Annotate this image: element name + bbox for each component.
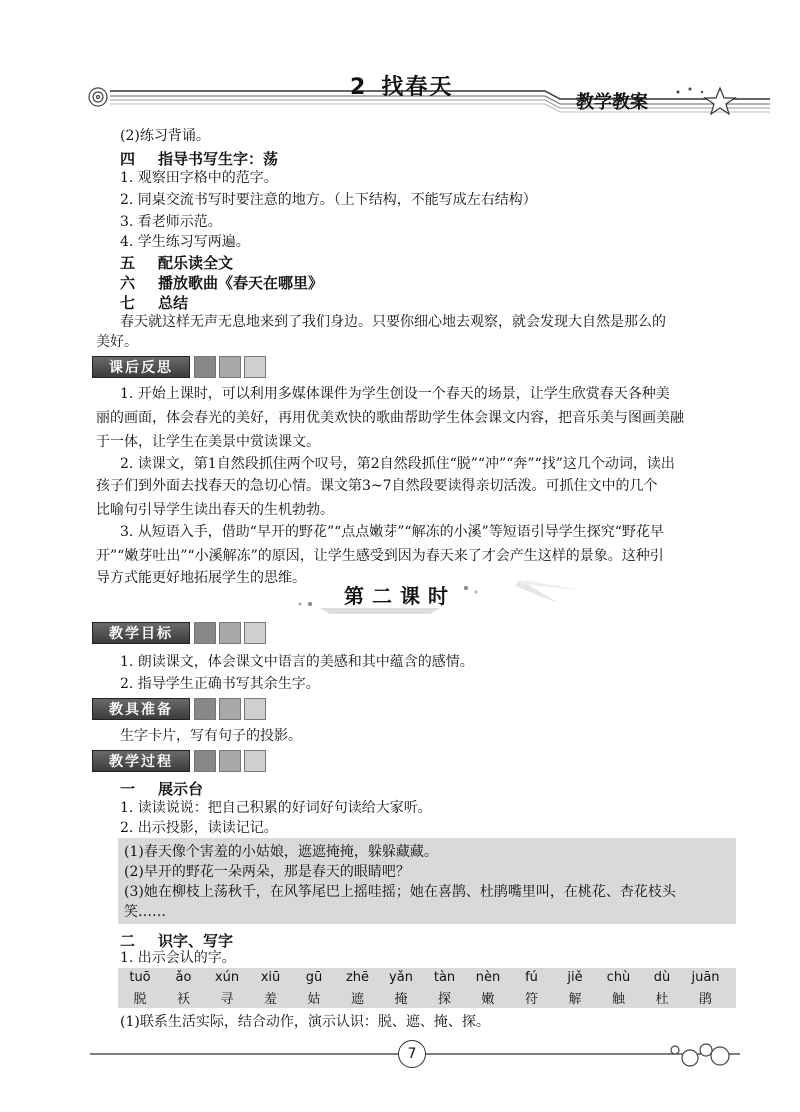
section-6-number: 六: [120, 274, 136, 292]
step1-heading: [120, 778, 203, 799]
step1-item-2: 2. 出示投影，读读记记。: [120, 820, 278, 836]
pinyin-cell: ǎo: [175, 970, 192, 985]
step2-number: 二: [120, 932, 136, 950]
pinyin-cell: zhē: [345, 970, 370, 985]
quote-1: (1)春天像个害羞的小姑娘，遮遮掩掩，躲躲藏藏。: [124, 844, 438, 860]
char-cell: 杜: [655, 992, 669, 1007]
reflection-line: 开”“嫩芽吐出”“小溪解冻”的原因，让学生感受到因为春天来了才会产生这样的景象。这种引: [96, 548, 664, 564]
reflection-line: 导方式能更好地拓展学生的思维。: [96, 570, 306, 586]
reflection-line: 3. 从短语入手，借助“早开的野花”“点点嫩芽”“解冻的小溪”等短语引导学生探究“野花早: [120, 524, 664, 540]
section-7-title: 总结: [158, 294, 189, 312]
prep-text: 生字卡片，写有句子的投影。: [120, 728, 302, 744]
quote-4: 笑……: [124, 904, 166, 920]
page-number: 7: [398, 1040, 426, 1068]
star-icon: [677, 88, 736, 115]
section-6-title: 播放歌曲《春天在哪里》: [158, 274, 324, 292]
section-5-number: 五: [120, 254, 136, 272]
banner-square: [219, 698, 241, 720]
char-cell: 寻: [220, 992, 234, 1007]
banner-square: [244, 622, 266, 644]
section-4-heading: [120, 148, 278, 169]
section-7-heading: [120, 292, 188, 313]
char-cell: 姑: [307, 992, 321, 1007]
banner-square: [219, 622, 241, 644]
reflection-line: 1. 开始上课时，可以利用多媒体课件为学生创设一个春天的场景，让学生欣赏春天各种美: [120, 386, 670, 402]
section-4-number: 四: [120, 150, 136, 168]
goal-2: 2. 指导学生正确书写其余生字。: [120, 676, 320, 692]
banner-square: [244, 356, 266, 378]
quote-3: (3)她在柳枝上荡秋千，在风筝尾巴上摇哇摇；她在喜鹊、杜鹃嘴里叫，在桃花、杏花枝头: [124, 884, 676, 900]
section-5-title: 配乐读全文: [158, 254, 234, 272]
pinyin-cell: tuō: [129, 970, 151, 985]
banner-square: [194, 356, 216, 378]
quote-2: (2)早开的野花一朵两朵，那是春天的眼睛吧？: [124, 864, 410, 880]
header-decoration: [0, 0, 800, 130]
section-6-heading: [120, 272, 323, 293]
header-badge: 教学教案: [576, 92, 648, 113]
demo-line: (1)联系生活实际，结合动作，演示认识：脱、遮、掩、探。: [120, 1014, 490, 1030]
step1-item-1: 1. 读读说说：把自己积累的好词好句读给大家听。: [120, 800, 432, 816]
bubbles-icon: [671, 1044, 729, 1066]
practice-recite: (2)练习背诵。: [120, 128, 210, 144]
reflection-line: 丽的画面，体会春光的美好，再用优美欢快的歌曲帮助学生体会课文内容，把音乐美与图画美融: [96, 410, 684, 426]
char-cell: 掩: [394, 992, 408, 1007]
char-cell: 遮: [350, 992, 364, 1007]
pinyin-cell: xiū: [260, 970, 281, 985]
pinyin-cell: xún: [214, 970, 240, 985]
step1-number: 一: [120, 780, 136, 798]
pinyin-row: [118, 968, 736, 1008]
banner-square: [244, 750, 266, 772]
page-header-title: [350, 70, 453, 101]
process-banner-label: 教学过程: [92, 750, 190, 772]
pinyin-cell: gū: [305, 970, 323, 985]
goal-1: 1. 朗读课文，体会课文中语言的美感和其中蕴含的感情。: [120, 654, 474, 670]
pinyin-cell: yǎn: [389, 970, 413, 985]
section-5-heading: [120, 252, 233, 273]
banner-square: [194, 622, 216, 644]
char-cell: 鹃: [698, 992, 712, 1007]
lesson-number: 2: [350, 75, 368, 100]
char-cell: 探: [437, 992, 451, 1007]
pinyin-cell: jiě: [567, 970, 583, 985]
banner-square: [219, 356, 241, 378]
banner-square: [194, 750, 216, 772]
char-cell: 嫩: [481, 992, 495, 1007]
section-4-title: 指导书写生字：荡: [158, 150, 279, 168]
step1-title: 展示台: [158, 780, 204, 798]
reflection-line: 比喻句引导学生读出春天的生机勃勃。: [96, 502, 334, 518]
pinyin-cell: juān: [691, 970, 720, 985]
char-cell: 触: [611, 992, 625, 1007]
step2-item: 1. 出示会认的字。: [120, 950, 236, 966]
step-4: 4. 学生练习写两遍。: [120, 234, 250, 250]
banner-square: [194, 698, 216, 720]
char-cell: 解: [568, 992, 582, 1007]
pinyin-cell: tàn: [433, 970, 456, 985]
prep-banner-label: 教具准备: [92, 698, 190, 720]
char-cell: 符: [524, 992, 538, 1007]
summary-line-1: 春天就这样无声无息地来到了我们身边。只要你细心地去观察，就会发现大自然是那么的: [120, 314, 666, 330]
banner-square: [244, 698, 266, 720]
spiral-icon: [89, 88, 107, 106]
step-2: 2. 同桌交流书写时要注意的地方。（上下结构，不能写成左右结构）: [120, 192, 537, 208]
pinyin-cell: dù: [653, 970, 671, 985]
step-1: 1. 观察田字格中的范字。: [120, 170, 278, 186]
reflection-line: 孩子们到外面去找春天的急切心情。课文第3~7自然段要读得亲切活泼。可抓住文中的几个: [96, 478, 658, 494]
summary-line-2: 美好。: [96, 334, 138, 350]
reflection-banner-label: 课后反思: [92, 356, 190, 378]
lesson-2-title: 第二课时: [344, 584, 456, 608]
goals-banner-label: 教学目标: [92, 622, 190, 644]
pinyin-cell: fú: [525, 970, 538, 985]
banner-square: [219, 750, 241, 772]
pinyin-table: [118, 968, 736, 1008]
reflection-line: 2. 读课文，第1自然段抓住两个叹号，第2自然段抓住“脱”“冲”“奔”“找”这几个动词，读出: [120, 456, 675, 472]
pinyin-cell: nèn: [475, 970, 501, 985]
reflection-line: 于一体，让学生在美景中赏读课文。: [96, 434, 320, 450]
section-7-number: 七: [120, 294, 136, 312]
step2-title: 识字、写字: [158, 932, 234, 950]
pinyin-cell: chù: [606, 970, 631, 985]
char-cell: 羞: [263, 992, 277, 1007]
lesson-title: 找春天: [381, 75, 454, 100]
char-cell: 袄: [176, 992, 190, 1007]
char-cell: 脱: [133, 992, 147, 1007]
step-3: 3. 看老师示范。: [120, 214, 222, 230]
